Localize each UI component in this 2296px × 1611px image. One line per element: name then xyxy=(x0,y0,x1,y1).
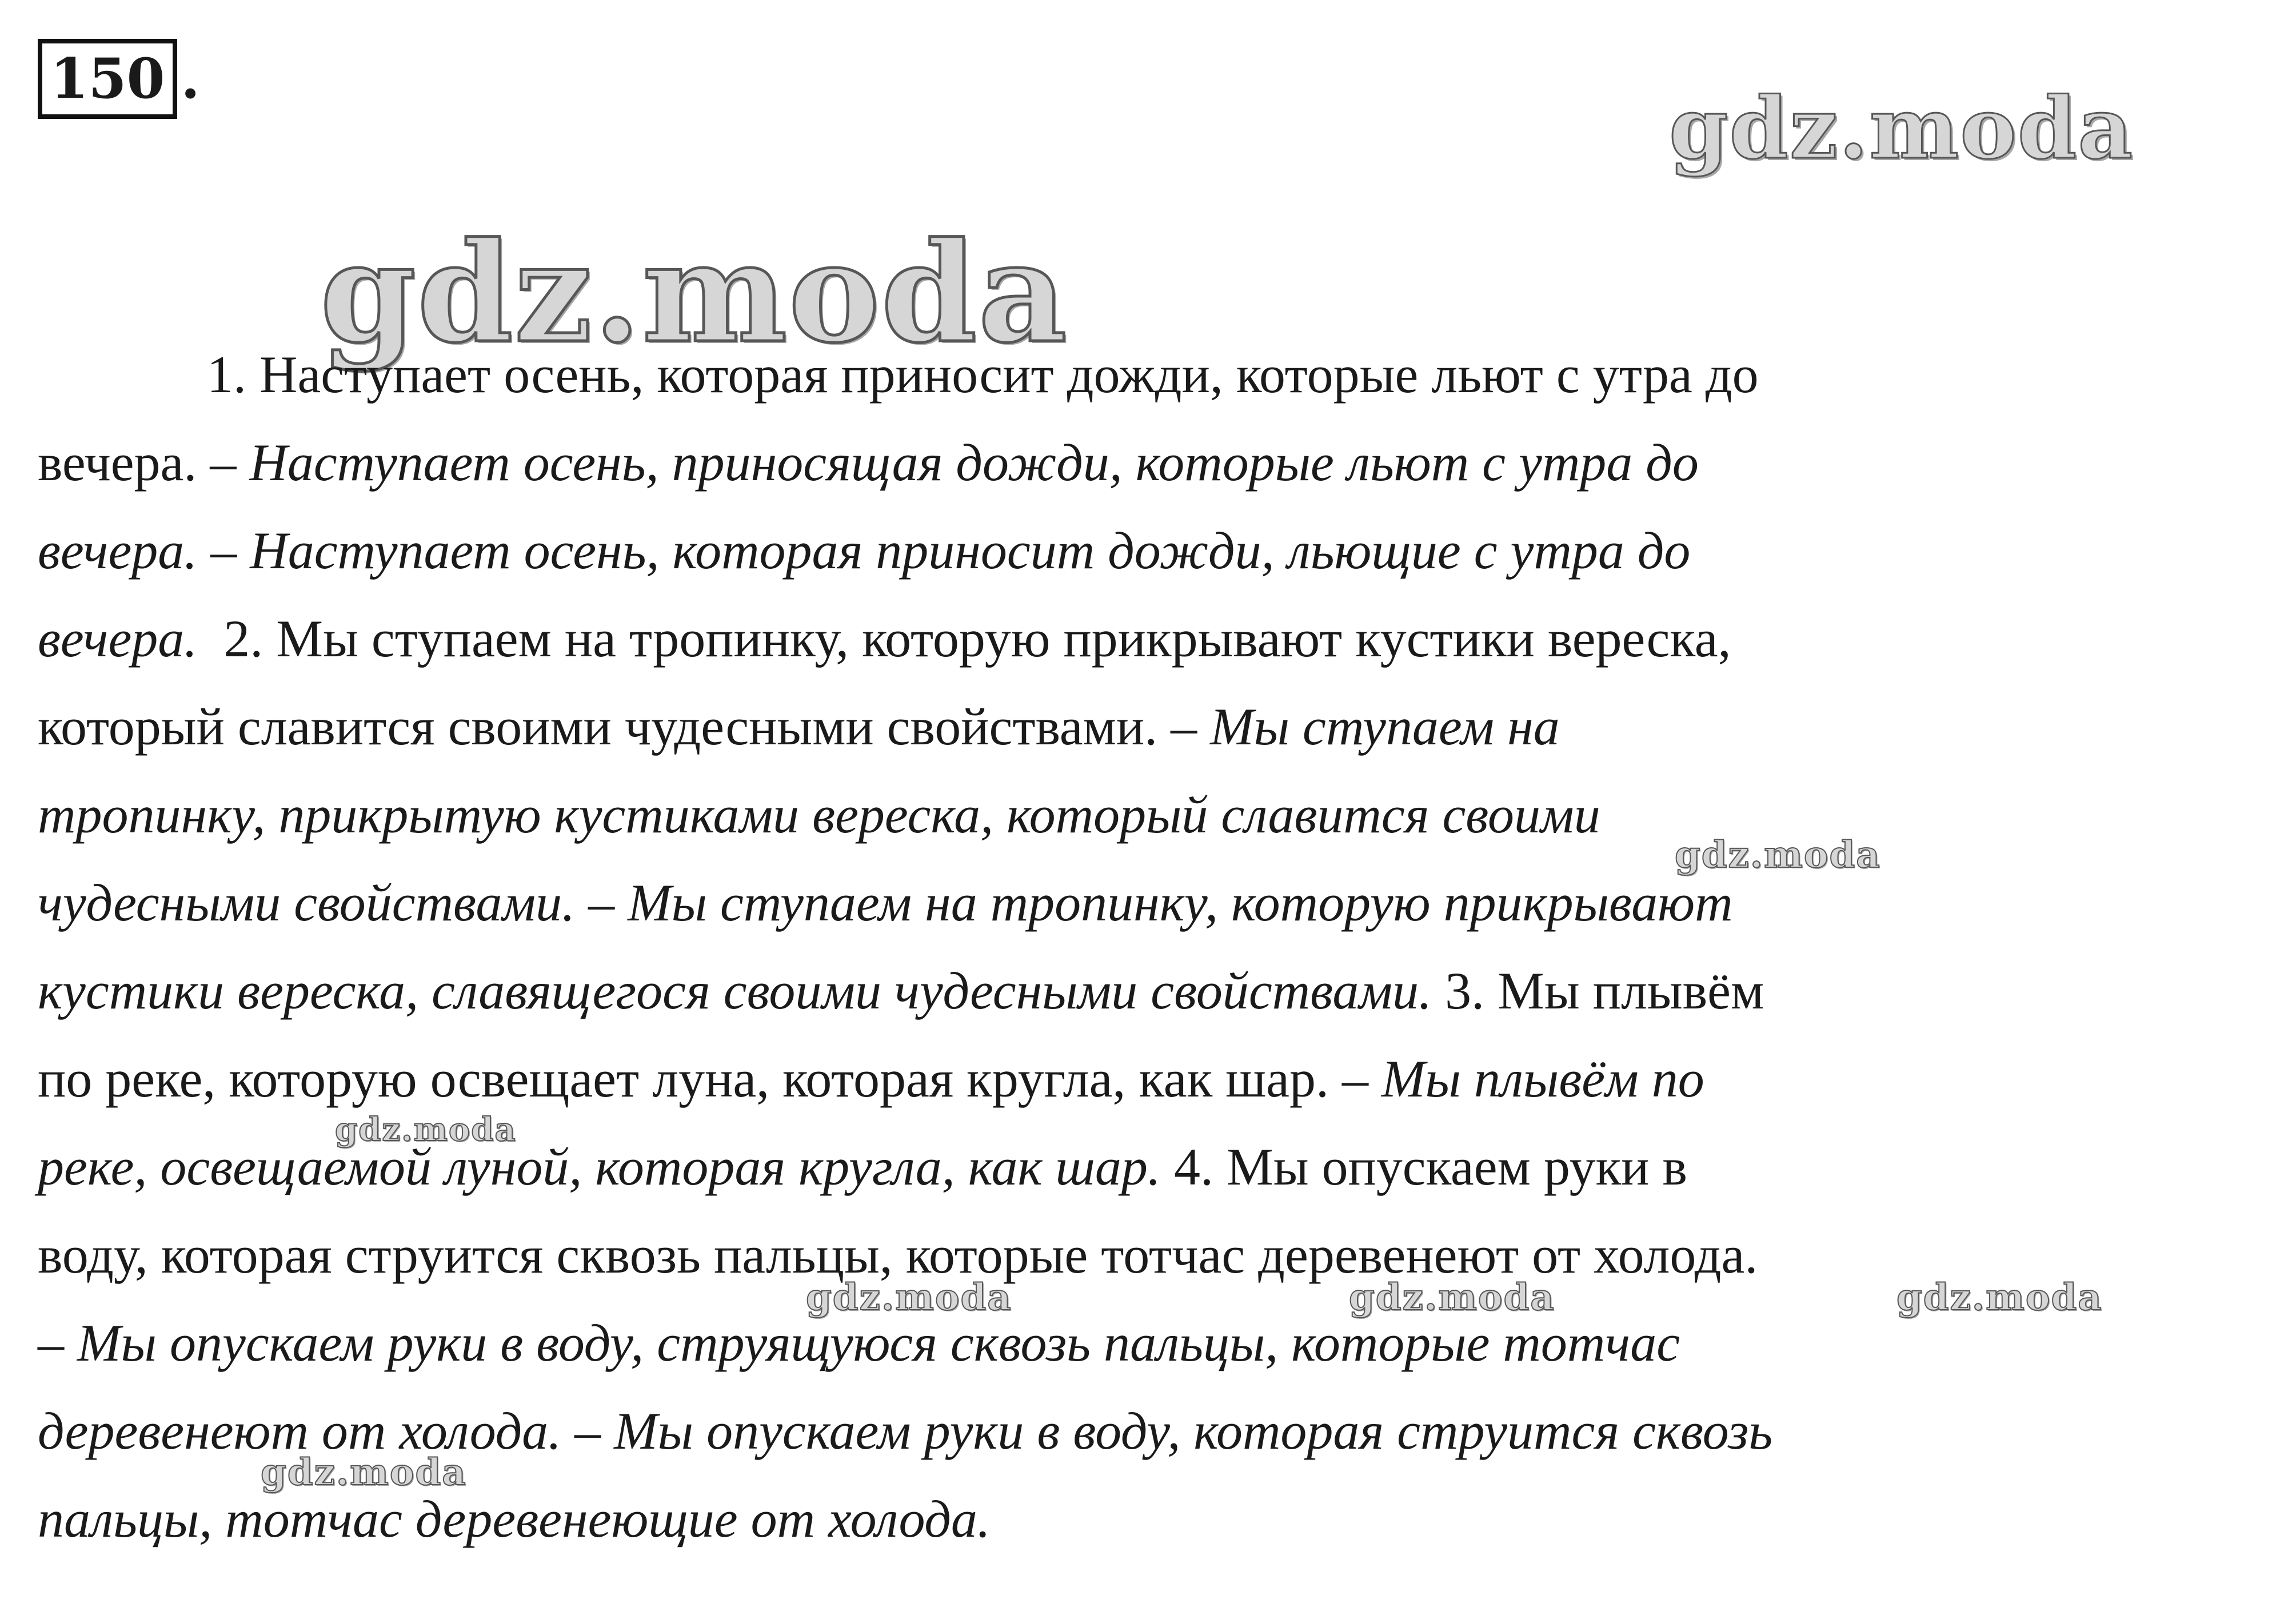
text-run: 1. Наступает осень, которая приносит дожди, которые льют с утра до xyxy=(207,345,1759,404)
text-line xyxy=(38,771,2261,859)
text-line xyxy=(38,330,2261,418)
exercise-number-box: 150 xyxy=(38,39,177,119)
text-run-italic: тропинку, прикрытую кустиками вереска, который славится своими xyxy=(38,785,1600,844)
watermark: gdz.moda xyxy=(1675,834,1881,876)
text-line xyxy=(38,859,2261,947)
watermark: gdz.moda xyxy=(261,1451,467,1494)
text-run-italic: кустики вереска, славящегося своими чудесными свойствами. xyxy=(38,962,1432,1020)
watermark: gdz.moda xyxy=(335,1111,517,1149)
text-run-italic: вечера. xyxy=(38,609,198,668)
text-line xyxy=(38,1035,2261,1123)
text-line xyxy=(38,947,2261,1035)
text-line xyxy=(38,418,2261,507)
watermark: gdz.moda xyxy=(1349,1276,1555,1319)
text-line xyxy=(38,683,2261,771)
watermark: gdz.moda xyxy=(1896,1276,2103,1319)
watermark: gdz.moda xyxy=(1669,78,2134,178)
text-run-italic: – Мы опускаем руки в воду, струящуюся сквозь пальцы, которые тотчас xyxy=(38,1314,1680,1372)
exercise-number-dot: . xyxy=(181,46,200,111)
text-run: который славится своими чудесными свойствами. – xyxy=(38,697,1211,756)
text-run-italic: чудесными свойствами. – Мы ступаем на тропинку, которую прикрывают xyxy=(38,874,1733,932)
text-run-italic: Наступает осень, приносящая дожди, которые льют с утра до xyxy=(249,433,1699,492)
watermark: gdz.moda xyxy=(806,1276,1012,1319)
text-run-italic: реке, освещаемой луной, которая кругла, как шар. xyxy=(38,1138,1161,1196)
text-run-italic: деревенеют от холода. – Мы опускаем руки в воду, которая струится сквозь xyxy=(38,1402,1773,1460)
watermark: gdz.moda xyxy=(320,212,1068,373)
answer-text xyxy=(38,330,2261,1563)
text-run-italic: Мы плывём по xyxy=(1381,1050,1704,1108)
text-line xyxy=(38,507,2261,595)
text-run-italic: пальцы, тотчас деревенеющие от холода. xyxy=(38,1490,991,1548)
text-run-italic: вечера. – Наступает осень, которая приносит дожди, льющие с утра до xyxy=(38,521,1691,580)
text-run: по реке, которую освещает луна, которая кругла, как шар. – xyxy=(38,1050,1381,1108)
text-run: 4. Мы опускаем руки в xyxy=(1160,1138,1687,1196)
text-run: 3. Мы плывём xyxy=(1432,962,1764,1020)
text-run: 2. Мы ступаем на тропинку, которую прикрывают кустики вереска, xyxy=(197,609,1731,668)
text-run: воду, которая струится сквозь пальцы, которые тотчас деревенеют от холода. xyxy=(38,1226,1758,1284)
text-run: вечера. – xyxy=(38,433,250,492)
text-line xyxy=(38,595,2261,683)
text-run-italic: Мы ступаем на xyxy=(1210,697,1560,756)
exercise-number xyxy=(38,39,200,119)
